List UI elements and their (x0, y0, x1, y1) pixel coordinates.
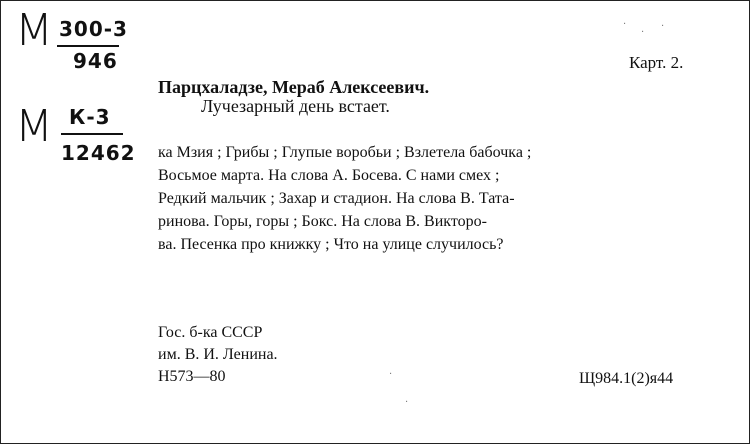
handwritten-number-bottom: 12462 (61, 141, 136, 165)
handwritten-letter-top: М (15, 5, 52, 56)
handwritten-fraction-line-bottom (61, 133, 123, 135)
contents-line: Восьмое марта. На слова А. Бoсева. С нами смех ; (158, 167, 500, 184)
classification-code: Щ984.1(2)я44 (579, 370, 674, 387)
work-title: Лучезарный день встает. (201, 96, 390, 116)
handwritten-letter-bottom: М (15, 101, 52, 152)
contents-line: ринова. Горы, горы ; Бокс. На слова В. Викторо- (158, 213, 487, 230)
author-heading: Парцхаладзе, Мераб Алексеевич. (158, 77, 430, 97)
scan-speck: · (623, 19, 627, 30)
handwritten-code-bottom: К-3 (69, 105, 111, 129)
handwritten-number-top: 946 (73, 49, 118, 73)
contents-line: ка Мзия ; Грибы ; Глупые воробьи ; Взлетела бабочка ; (158, 144, 532, 161)
library-line: Н573—80 (158, 368, 226, 385)
scan-speck: · (661, 21, 665, 32)
library-imprint (158, 322, 278, 388)
handwritten-fraction-line-top (57, 45, 119, 47)
scan-speck: · (641, 27, 645, 38)
contents-note (158, 141, 698, 256)
contents-line: ва. Песенка про книжку ; Что на улице случилось? (158, 236, 504, 253)
library-line: им. В. И. Ленина. (158, 346, 278, 363)
scan-speck: · (405, 397, 409, 408)
card-number: Карт. 2. (629, 53, 684, 72)
contents-line: Редкий мальчик ; Захар и стадион. На слова В. Тата- (158, 190, 515, 207)
scan-speck: · (389, 369, 393, 380)
library-line: Гос. б-ка СССР (158, 324, 263, 341)
handwritten-code-top: 300-3 (59, 17, 128, 41)
